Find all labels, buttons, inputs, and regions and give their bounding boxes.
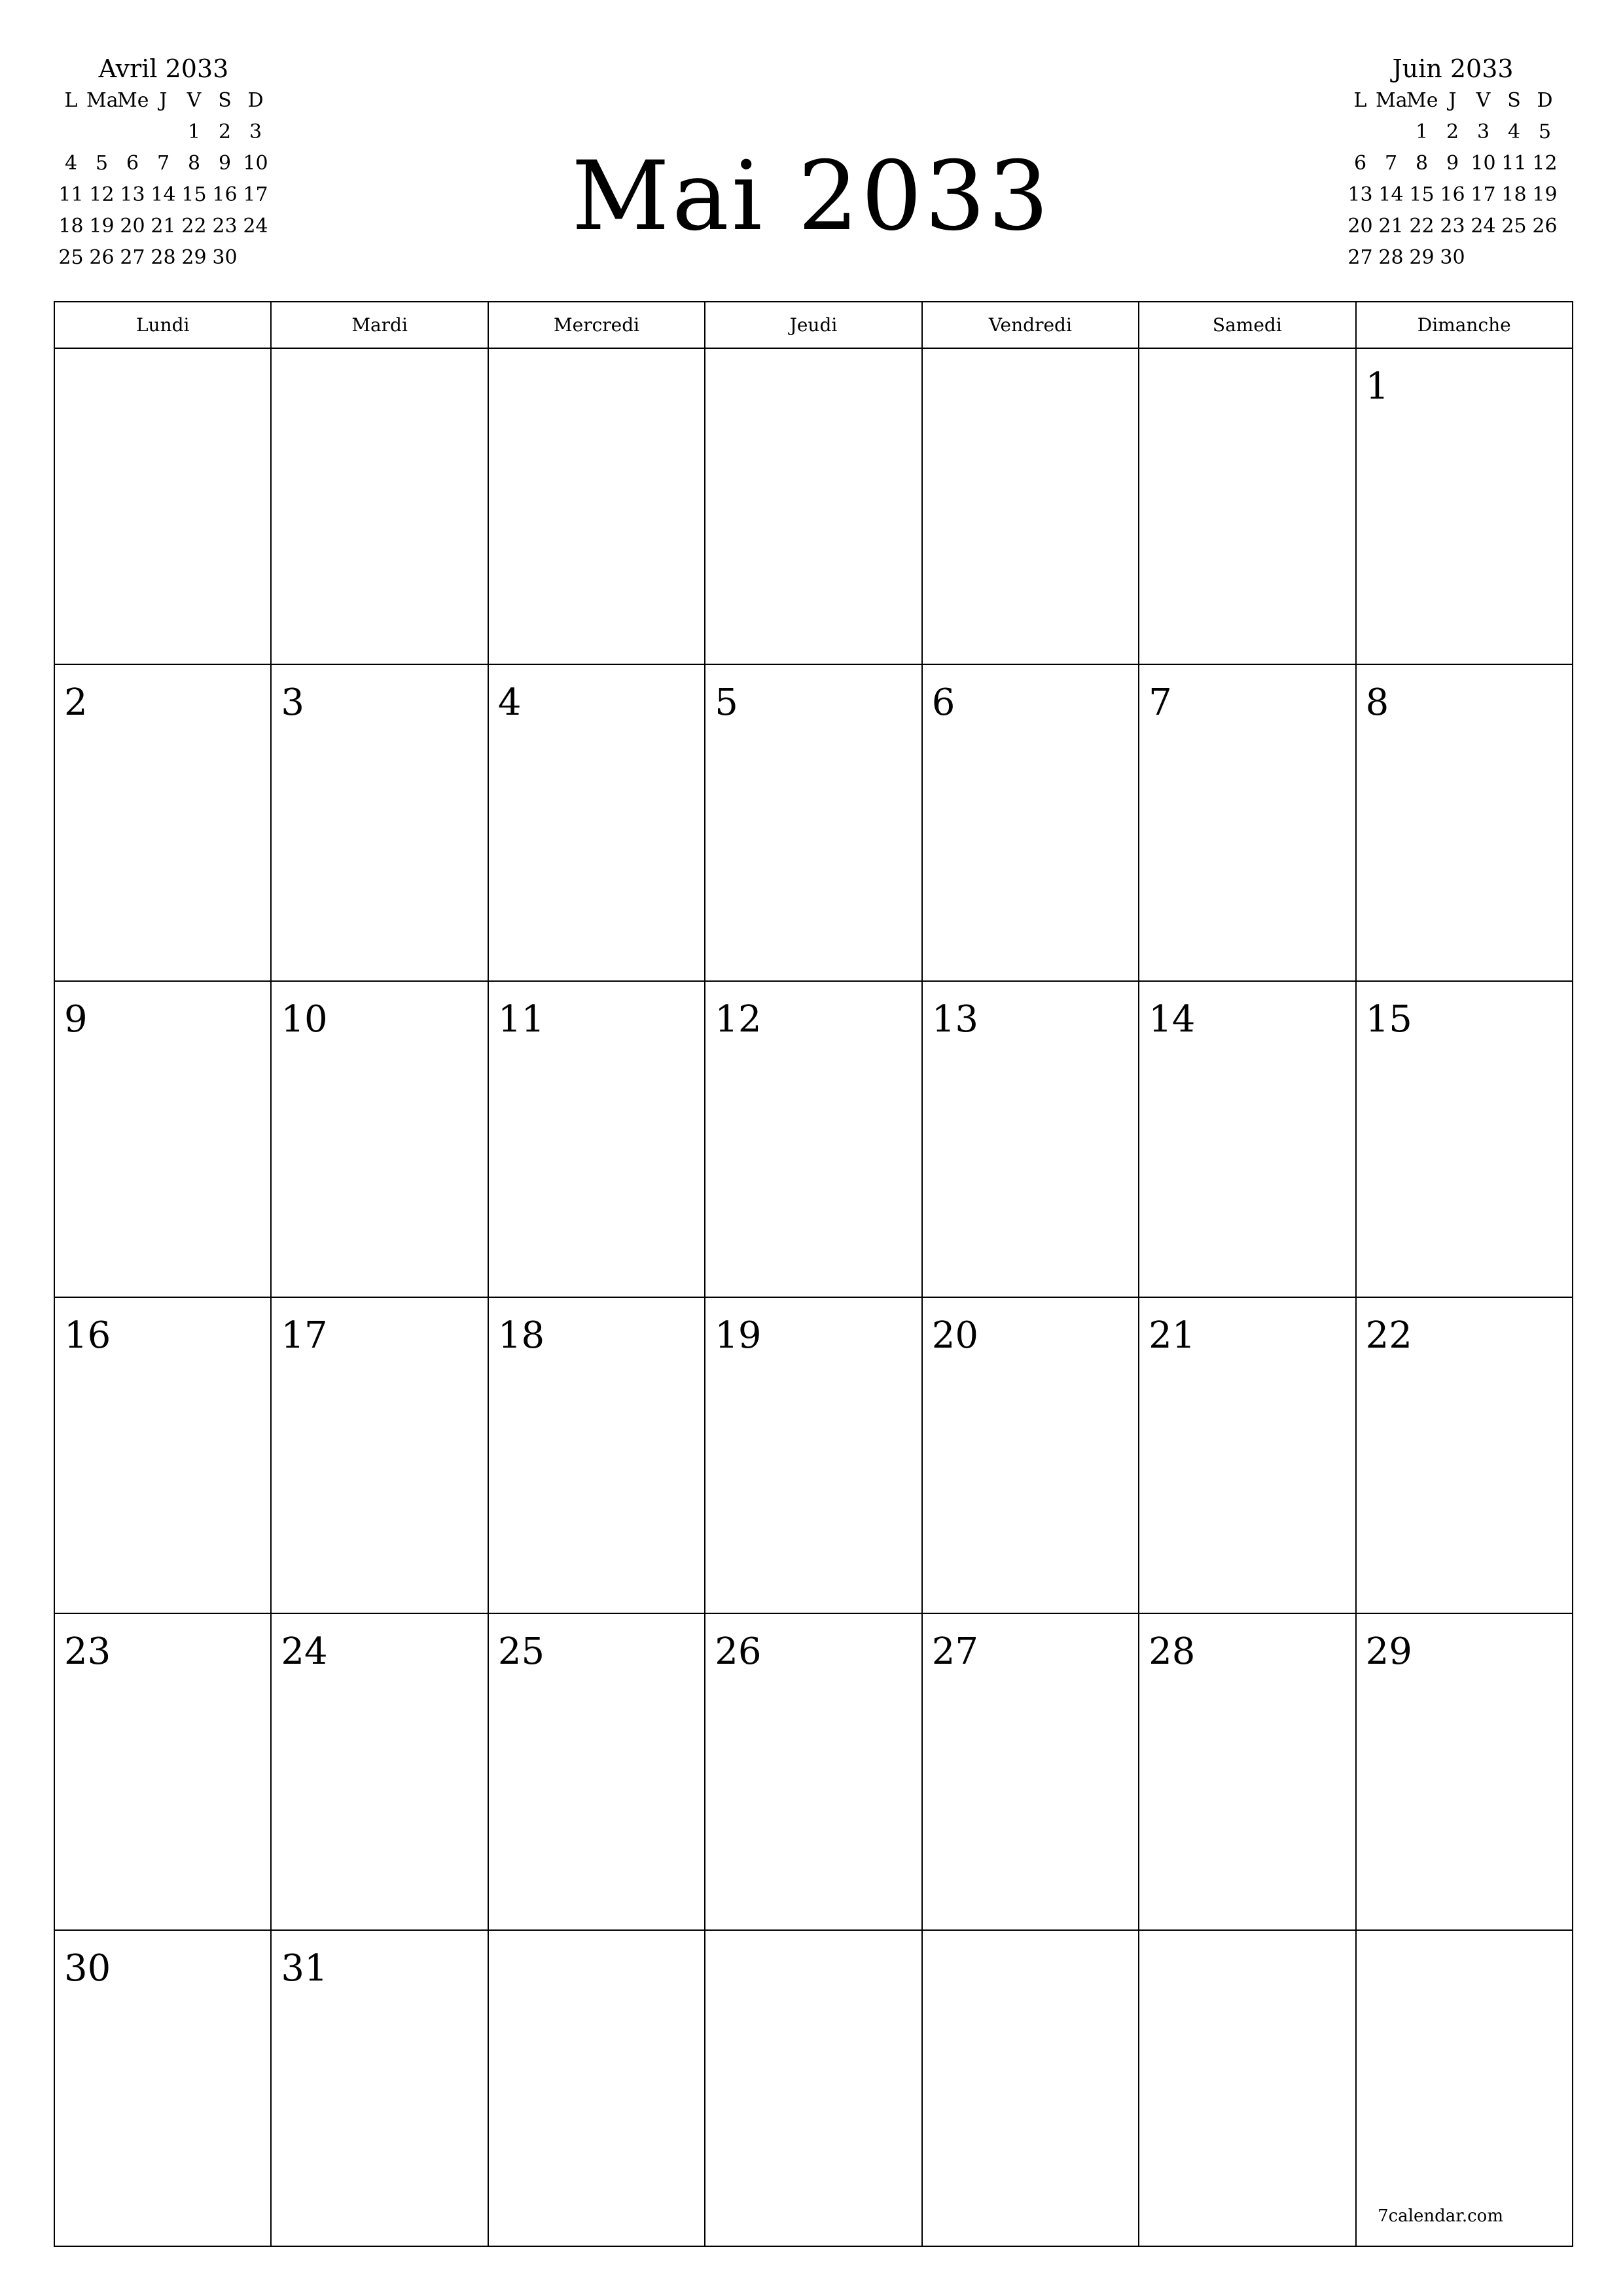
mini-calendar-weekday-header: Me [117,89,149,112]
mini-calendar-day [117,117,148,148]
mini-calendar-day: 21 [1378,215,1404,238]
mini-calendar-weekday-header: D [1537,89,1553,112]
day-number: 2 [64,681,88,725]
day-cell[interactable] [705,982,922,1298]
mini-calendar-day: 30 [1440,246,1465,269]
mini-calendar-day [1499,242,1529,274]
mini-calendar-next-month [1345,52,1561,274]
mini-calendar-day: 8 [187,152,201,175]
day-cell[interactable] [272,1614,488,1930]
mini-calendar-day: 19 [89,215,115,238]
day-number: 8 [1365,681,1389,725]
mini-calendar-weekday-header: Ma [86,89,118,112]
mini-calendar-day: 5 [95,152,109,175]
mini-calendar-day: 14 [151,183,176,206]
mini-calendar-day: 28 [151,246,176,269]
day-cell[interactable] [1357,1614,1573,1930]
day-number: 16 [64,1314,111,1357]
mini-calendar-day: 23 [212,215,238,238]
day-number: 13 [931,997,978,1041]
weekday-header: Samedi [1139,302,1356,349]
mini-calendar-day: 9 [218,152,232,175]
day-number: 21 [1149,1314,1196,1357]
mini-calendar-day: 18 [1501,183,1527,206]
day-number: 24 [281,1630,328,1674]
mini-calendar-day [1468,242,1499,274]
day-cell[interactable] [55,349,272,665]
day-number: 27 [931,1630,978,1674]
mini-calendar-day: 8 [1415,152,1429,175]
mini-calendar-day: 1 [187,120,201,143]
mini-calendar-day [1529,242,1560,274]
day-number: 10 [281,997,328,1041]
mini-calendar-weekday-header: S [218,89,232,112]
mini-calendar-day: 13 [1347,183,1373,206]
mini-calendar-day: 28 [1378,246,1404,269]
day-number: 17 [281,1314,328,1357]
day-number: 20 [931,1314,978,1357]
mini-calendar-weekday-header: Me [1406,89,1438,112]
mini-calendar-day: 17 [1471,183,1496,206]
day-number: 14 [1149,997,1196,1041]
mini-calendar-title: Avril 2033 [98,54,229,83]
mini-calendar-day: 4 [64,152,78,175]
day-cell[interactable] [1357,982,1573,1298]
mini-calendar-day: 18 [58,215,84,238]
day-number: 7 [1149,681,1172,725]
mini-calendar-day: 1 [1415,120,1429,143]
day-cell[interactable] [1357,1931,1573,2247]
mini-calendar-day [1345,117,1376,148]
mini-calendar-grid [1345,85,1561,274]
day-number: 11 [497,997,545,1041]
mini-calendar-day: 3 [1476,120,1490,143]
weekday-header: Jeudi [705,302,922,349]
mini-calendar-weekday-header: D [247,89,264,112]
weekday-header: Dimanche [1357,302,1573,349]
mini-calendar-day: 3 [249,120,262,143]
mini-calendar-day: 16 [1440,183,1465,206]
mini-calendar-day: 7 [156,152,170,175]
mini-calendar-day [86,117,117,148]
day-cell[interactable] [55,665,272,981]
day-cell[interactable] [272,982,488,1298]
mini-calendar-day: 9 [1446,152,1459,175]
mini-calendar-weekday-header: V [1476,89,1491,112]
mini-calendar-weekday-header: S [1507,89,1521,112]
mini-calendar-day: 19 [1532,183,1558,206]
day-cell[interactable] [923,349,1139,665]
page-title: Mai 2033 [571,141,1052,252]
day-number: 5 [715,681,738,725]
day-number: 22 [1365,1314,1412,1357]
mini-calendar-day: 25 [58,246,84,269]
day-cell[interactable] [923,1931,1139,2247]
mini-calendar-weekday-header: L [64,89,78,112]
mini-calendar-day: 22 [181,215,207,238]
day-cell[interactable] [55,1614,272,1930]
mini-calendar-day [1376,117,1406,148]
day-cell[interactable] [705,1614,922,1930]
mini-calendar-day: 21 [151,215,176,238]
mini-calendar-day: 20 [1347,215,1373,238]
mini-calendar-day: 2 [218,120,232,143]
day-cell[interactable] [923,1298,1139,1614]
mini-calendar-day: 26 [89,246,115,269]
weekday-header: Lundi [55,302,272,349]
day-number: 1 [1365,365,1389,408]
mini-calendar-weekday-header: L [1353,89,1367,112]
mini-calendar-day: 10 [243,152,268,175]
day-number: 28 [1149,1630,1196,1674]
mini-calendar-day: 16 [212,183,238,206]
day-cell[interactable] [705,665,922,981]
mini-calendar-title: Juin 2033 [1392,54,1514,83]
mini-calendar-day: 15 [181,183,207,206]
day-cell[interactable] [489,1298,705,1614]
mini-calendar-day: 13 [120,183,145,206]
day-cell[interactable] [705,1931,922,2247]
weekday-header: Vendredi [923,302,1139,349]
mini-calendar-day [56,117,86,148]
mini-calendar-grid [56,85,272,274]
day-cell[interactable] [1139,349,1356,665]
weekday-header: Mercredi [489,302,705,349]
footer-credit: 7calendar.com [1378,2206,1503,2226]
month-grid [54,301,1573,2247]
day-cell[interactable] [489,1931,705,2247]
mini-calendar-day: 12 [89,183,115,206]
day-cell[interactable] [55,1298,272,1614]
day-number: 9 [64,997,88,1041]
day-number: 31 [281,1946,328,1990]
mini-calendar-day: 14 [1378,183,1404,206]
mini-calendar-day: 15 [1409,183,1435,206]
mini-calendar-weekday-header: J [159,89,168,112]
mini-calendar-day: 20 [120,215,145,238]
mini-calendar-day: 24 [1471,215,1496,238]
day-cell[interactable] [1357,1298,1573,1614]
day-number: 3 [281,681,305,725]
day-number: 19 [715,1314,762,1357]
day-cell[interactable] [489,665,705,981]
day-number: 29 [1365,1630,1412,1674]
day-cell[interactable] [489,349,705,665]
day-cell[interactable] [272,1298,488,1614]
day-cell[interactable] [705,1298,922,1614]
weekday-header: Mardi [272,302,488,349]
mini-calendar-day: 26 [1532,215,1558,238]
mini-calendar-weekday-header: J [1448,89,1457,112]
mini-calendar-weekday-header: Ma [1376,89,1408,112]
mini-calendar-day: 24 [243,215,268,238]
mini-calendar-day: 12 [1532,152,1558,175]
day-cell[interactable] [705,349,922,665]
day-number: 6 [931,681,955,725]
day-cell[interactable] [272,349,488,665]
day-cell[interactable] [272,1931,488,2247]
day-cell[interactable] [923,982,1139,1298]
day-cell[interactable] [923,665,1139,981]
day-cell[interactable] [55,982,272,1298]
day-number: 30 [64,1946,111,1990]
day-cell[interactable] [1357,665,1573,981]
mini-calendar-previous-month [56,52,272,274]
day-cell[interactable] [923,1614,1139,1930]
day-number: 25 [497,1630,545,1674]
mini-calendar-day: 10 [1471,152,1496,175]
day-number: 12 [715,997,762,1041]
day-cell[interactable] [489,982,705,1298]
mini-calendar-day: 29 [181,246,207,269]
mini-calendar-day: 22 [1409,215,1435,238]
mini-calendar-day: 7 [1384,152,1398,175]
mini-calendar-day: 2 [1446,120,1459,143]
mini-calendar-day: 6 [1353,152,1367,175]
mini-calendar-day: 27 [120,246,145,269]
day-cell[interactable] [272,665,488,981]
mini-calendar-day: 6 [126,152,139,175]
mini-calendar-day: 11 [58,183,84,206]
day-cell[interactable] [1139,982,1356,1298]
mini-calendar-day: 5 [1538,120,1552,143]
day-cell[interactable] [1139,1298,1356,1614]
mini-calendar-day: 17 [243,183,268,206]
mini-calendar-weekday-header: V [187,89,202,112]
mini-calendar-day: 27 [1347,246,1373,269]
day-cell[interactable] [1139,665,1356,981]
day-cell[interactable] [1139,1931,1356,2247]
mini-calendar-day: 11 [1501,152,1527,175]
day-number: 18 [497,1314,545,1357]
day-number: 15 [1365,997,1412,1041]
day-cell[interactable] [1139,1614,1356,1930]
mini-calendar-day [240,242,271,274]
day-cell[interactable] [55,1931,272,2247]
day-cell[interactable] [489,1614,705,1930]
day-number: 26 [715,1630,762,1674]
mini-calendar-day: 23 [1440,215,1465,238]
day-cell[interactable] [1357,349,1573,665]
day-number: 4 [497,681,522,725]
day-number: 23 [64,1630,111,1674]
mini-calendar-day: 4 [1507,120,1521,143]
mini-calendar-day [148,117,179,148]
mini-calendar-day: 25 [1501,215,1527,238]
mini-calendar-day: 29 [1409,246,1435,269]
mini-calendar-day: 30 [212,246,238,269]
